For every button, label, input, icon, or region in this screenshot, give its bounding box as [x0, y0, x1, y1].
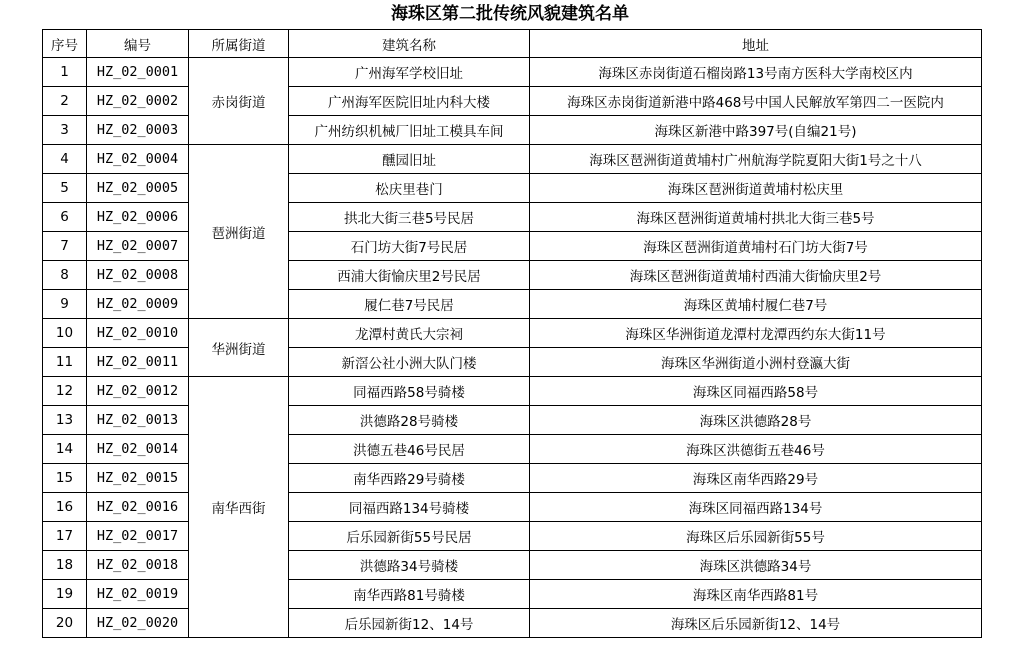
table-row [43, 522, 982, 551]
table-row [43, 464, 982, 493]
serial-cell: 14 [43, 435, 87, 464]
serial-cell: 3 [43, 116, 87, 145]
table-row [43, 261, 982, 290]
serial-cell: 2 [43, 87, 87, 116]
header-building-name: 建筑名称 [289, 30, 530, 58]
address-cell: 海珠区洪德街五巷46号 [530, 435, 982, 464]
code-cell: HZ_02_0015 [87, 464, 189, 493]
building-name-cell: 南华西路29号骑楼 [289, 464, 530, 493]
serial-cell: 1 [43, 58, 87, 87]
header-address: 地址 [530, 30, 982, 58]
address-cell: 海珠区后乐园新街55号 [530, 522, 982, 551]
building-name-cell: 西浦大街愉庆里2号民居 [289, 261, 530, 290]
code-cell: HZ_02_0010 [87, 319, 189, 348]
table-row [43, 580, 982, 609]
address-cell: 海珠区同福西路134号 [530, 493, 982, 522]
address-cell: 海珠区洪德路28号 [530, 406, 982, 435]
address-cell: 海珠区琶洲街道黄埔村松庆里 [530, 174, 982, 203]
table-row [43, 145, 982, 174]
address-cell: 海珠区赤岗街道石榴岗路13号南方医科大学南校区内 [530, 58, 982, 87]
address-cell: 海珠区琶洲街道黄埔村拱北大街三巷5号 [530, 203, 982, 232]
table-row [43, 493, 982, 522]
code-cell: HZ_02_0006 [87, 203, 189, 232]
table-row [43, 406, 982, 435]
header-street: 所属街道 [189, 30, 289, 58]
address-cell: 海珠区华洲街道小洲村登瀛大街 [530, 348, 982, 377]
street-cell: 华洲街道 [189, 319, 289, 377]
address-cell: 海珠区赤岗街道新港中路468号中国人民解放军第四二一医院内 [530, 87, 982, 116]
header-code: 编号 [87, 30, 189, 58]
code-cell: HZ_02_0019 [87, 580, 189, 609]
code-cell: HZ_02_0008 [87, 261, 189, 290]
table-row [43, 551, 982, 580]
serial-cell: 12 [43, 377, 87, 406]
serial-cell: 11 [43, 348, 87, 377]
building-name-cell: 南华西路81号骑楼 [289, 580, 530, 609]
address-cell: 海珠区琶洲街道黄埔村石门坊大街7号 [530, 232, 982, 261]
address-cell: 海珠区同福西路58号 [530, 377, 982, 406]
serial-cell: 9 [43, 290, 87, 319]
serial-cell: 10 [43, 319, 87, 348]
serial-cell: 19 [43, 580, 87, 609]
address-cell: 海珠区琶洲街道黄埔村广州航海学院夏阳大街1号之十八 [530, 145, 982, 174]
table-row [43, 377, 982, 406]
building-name-cell: 松庆里巷门 [289, 174, 530, 203]
document-title: 海珠区第二批传统风貌建筑名单 [391, 4, 629, 24]
street-cell: 琶洲街道 [189, 145, 289, 319]
table-row [43, 174, 982, 203]
building-name-cell: 洪德五巷46号民居 [289, 435, 530, 464]
building-name-cell: 广州海军学校旧址 [289, 58, 530, 87]
address-cell: 海珠区华洲街道龙潭村龙潭西约东大街11号 [530, 319, 982, 348]
table-row [43, 290, 982, 319]
table-row [43, 435, 982, 464]
serial-cell: 20 [43, 609, 87, 638]
code-cell: HZ_02_0007 [87, 232, 189, 261]
building-name-cell: 广州海军医院旧址内科大楼 [289, 87, 530, 116]
table-header-row [43, 30, 982, 58]
building-name-cell: 同福西路134号骑楼 [289, 493, 530, 522]
building-name-cell: 拱北大街三巷5号民居 [289, 203, 530, 232]
building-name-cell: 龙潭村黄氏大宗祠 [289, 319, 530, 348]
street-cell: 赤岗街道 [189, 58, 289, 145]
address-cell: 海珠区黄埔村履仁巷7号 [530, 290, 982, 319]
code-cell: HZ_02_0020 [87, 609, 189, 638]
table-row [43, 348, 982, 377]
table-row [43, 116, 982, 145]
building-name-cell: 石门坊大街7号民居 [289, 232, 530, 261]
code-cell: HZ_02_0014 [87, 435, 189, 464]
serial-cell: 16 [43, 493, 87, 522]
table-row [43, 203, 982, 232]
code-cell: HZ_02_0002 [87, 87, 189, 116]
building-name-cell: 广州纺织机械厂旧址工模具车间 [289, 116, 530, 145]
serial-cell: 17 [43, 522, 87, 551]
serial-cell: 15 [43, 464, 87, 493]
building-name-cell: 后乐园新街55号民居 [289, 522, 530, 551]
table-row [43, 609, 982, 638]
table-row [43, 232, 982, 261]
address-cell: 海珠区南华西路81号 [530, 580, 982, 609]
code-cell: HZ_02_0018 [87, 551, 189, 580]
building-name-cell: 履仁巷7号民居 [289, 290, 530, 319]
serial-cell: 7 [43, 232, 87, 261]
code-cell: HZ_02_0017 [87, 522, 189, 551]
address-cell: 海珠区后乐园新街12、14号 [530, 609, 982, 638]
serial-cell: 18 [43, 551, 87, 580]
code-cell: HZ_02_0011 [87, 348, 189, 377]
code-cell: HZ_02_0012 [87, 377, 189, 406]
serial-cell: 8 [43, 261, 87, 290]
code-cell: HZ_02_0016 [87, 493, 189, 522]
address-cell: 海珠区琶洲街道黄埔村西浦大街愉庆里2号 [530, 261, 982, 290]
code-cell: HZ_02_0003 [87, 116, 189, 145]
code-cell: HZ_02_0013 [87, 406, 189, 435]
serial-cell: 13 [43, 406, 87, 435]
address-cell: 海珠区南华西路29号 [530, 464, 982, 493]
street-cell: 南华西街 [189, 377, 289, 638]
serial-cell: 6 [43, 203, 87, 232]
building-name-cell: 同福西路58号骑楼 [289, 377, 530, 406]
header-serial: 序号 [43, 30, 87, 58]
code-cell: HZ_02_0004 [87, 145, 189, 174]
table-row [43, 58, 982, 87]
building-name-cell: 新滘公社小洲大队门楼 [289, 348, 530, 377]
building-name-cell: 洪德路34号骑楼 [289, 551, 530, 580]
building-name-cell: 醺园旧址 [289, 145, 530, 174]
code-cell: HZ_02_0005 [87, 174, 189, 203]
serial-cell: 5 [43, 174, 87, 203]
building-name-cell: 洪德路28号骑楼 [289, 406, 530, 435]
code-cell: HZ_02_0009 [87, 290, 189, 319]
address-cell: 海珠区洪德路34号 [530, 551, 982, 580]
building-list-table [42, 29, 982, 638]
address-cell: 海珠区新港中路397号(自编21号) [530, 116, 982, 145]
table-row [43, 87, 982, 116]
building-name-cell: 后乐园新街12、14号 [289, 609, 530, 638]
code-cell: HZ_02_0001 [87, 58, 189, 87]
table-row [43, 319, 982, 348]
serial-cell: 4 [43, 145, 87, 174]
